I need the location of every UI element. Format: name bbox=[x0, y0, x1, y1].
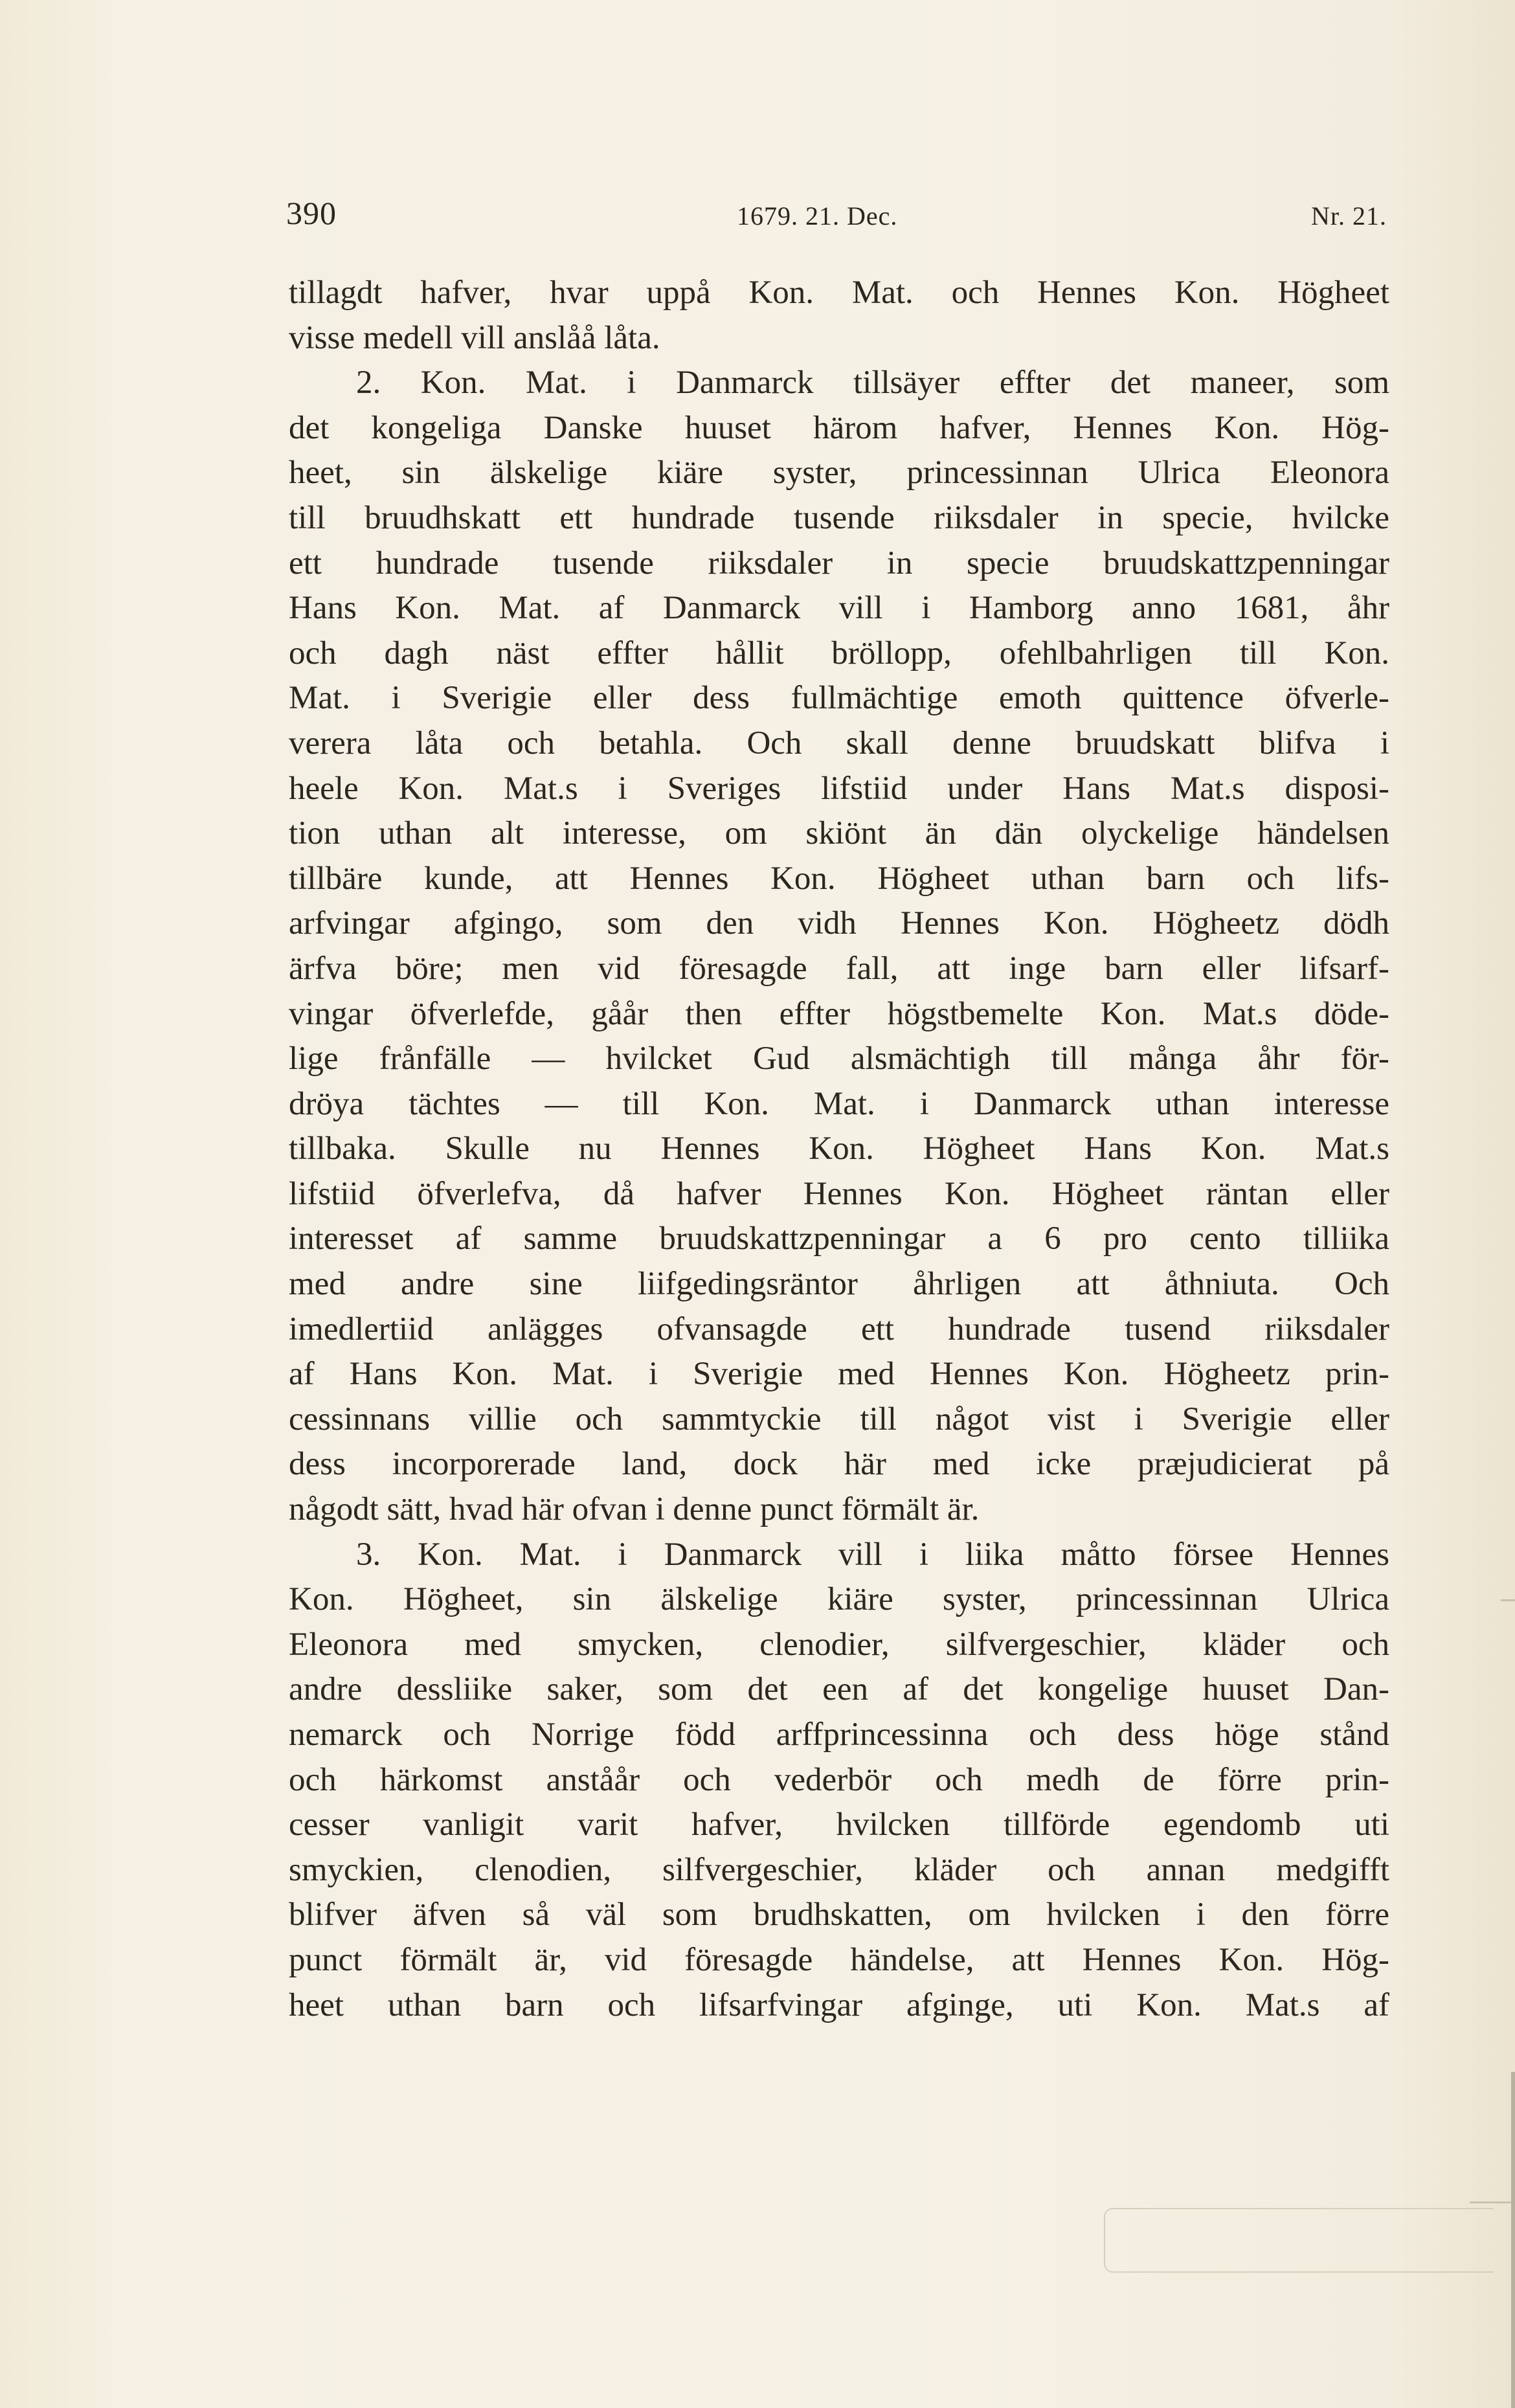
text-line: tillagdt hafver, hvar uppå Kon. Mat. och Hennes Kon. Högheet bbox=[289, 275, 1389, 311]
text-line: ärfva böre; men vid föresagde fall, att inge barn eller lifsarf- bbox=[289, 950, 1389, 987]
text-line: interesset af samme bruudskattzpenningar a 6 pro cento tilliika bbox=[289, 1221, 1389, 1257]
text-line: lifstiid öfverlefva, då hafver Hennes Kon. Högheet räntan eller bbox=[289, 1175, 1389, 1212]
text-line: dröya tächtes — till Kon. Mat. i Danmarck uthan interesse bbox=[289, 1085, 1389, 1122]
text-line: visse medell vill anslåå låta. bbox=[289, 319, 660, 356]
text-line: heet, sin älskelige kiäre syster, princessinnan Ulrica Eleonora bbox=[289, 455, 1389, 491]
margin-tick bbox=[1501, 1599, 1515, 1601]
text-line: vingar öfverlefde, gåår then effter högstbemelte Kon. Mat.s döde- bbox=[289, 995, 1389, 1032]
page-number: 390 bbox=[286, 195, 337, 231]
document-number: Nr. 21. bbox=[1311, 201, 1387, 231]
text-line: nemarck och Norrige född arffprincessinna och dess höge stånd bbox=[289, 1716, 1389, 1753]
binding-frame bbox=[1104, 2208, 1494, 2273]
text-line: till bruudhskatt ett hundrade tusende riiksdaler in specie, hvilcke bbox=[289, 499, 1389, 536]
text-line: 3. Kon. Mat. i Danmarck vill i liika måtto försee Hennes bbox=[356, 1536, 1389, 1573]
page-edge bbox=[1511, 2072, 1515, 2408]
text-line: ett hundrade tusende riiksdaler in specie bruudskattzpenningar bbox=[289, 545, 1389, 581]
text-line: tillbäre kunde, att Hennes Kon. Högheet uthan barn och lifs- bbox=[289, 860, 1389, 897]
text-line: punct förmält är, vid föresagde händelse, att Hennes Kon. Hög- bbox=[289, 1941, 1389, 1978]
text-line: dess incorporerade land, dock här med icke præjudicierat på bbox=[289, 1446, 1389, 1483]
text-line: tillbaka. Skulle nu Hennes Kon. Högheet Hans Kon. Mat.s bbox=[289, 1131, 1389, 1167]
text-line: Kon. Högheet, sin älskelige kiäre syster, princessinnan Ulrica bbox=[289, 1581, 1389, 1618]
text-line: någodt sätt, hvad här ofvan i denne punct förmält är. bbox=[289, 1491, 980, 1528]
text-line: af Hans Kon. Mat. i Sverigie med Hennes Kon. Högheetz prin- bbox=[289, 1356, 1389, 1393]
text-line: det kongeliga Danske huuset härom hafver, Hennes Kon. Hög- bbox=[289, 409, 1389, 446]
text-line: cesser vanligit varit hafver, hvilcken tillförde egendomb uti bbox=[289, 1806, 1389, 1843]
text-line: och dagh näst effter hållit bröllopp, ofehlbahrligen till Kon. bbox=[289, 635, 1389, 671]
text-line: andre dessliike saker, som det een af det kongelige huuset Dan- bbox=[289, 1671, 1389, 1708]
text-line: Hans Kon. Mat. af Danmarck vill i Hamborg anno 1681, åhr bbox=[289, 590, 1389, 627]
text-line: tion uthan alt interesse, om skiönt än dän olyckelige händelsen bbox=[289, 815, 1389, 852]
text-line: och härkomst anståår och vederbör och medh de förre prin- bbox=[289, 1761, 1389, 1798]
text-line: Mat. i Sverigie eller dess fullmächtige emoth quittence öfverle- bbox=[289, 680, 1389, 717]
text-line: 2. Kon. Mat. i Danmarck tillsäyer effter det maneer, som bbox=[356, 365, 1389, 401]
text-line: imedlertiid anlägges ofvansagde ett hundrade tusend riiksdaler bbox=[289, 1311, 1389, 1347]
header-date: 1679. 21. Dec. bbox=[737, 201, 898, 231]
text-line: cessinnans villie och sammtyckie till något vist i Sverigie eller bbox=[289, 1401, 1389, 1437]
margin-tick bbox=[1470, 2201, 1515, 2203]
text-line: Eleonora med smycken, clenodier, silfvergeschier, kläder och bbox=[289, 1626, 1389, 1663]
text-line: smyckien, clenodien, silfvergeschier, kläder och annan medgifft bbox=[289, 1851, 1389, 1888]
text-line: arfvingar afgingo, som den vidh Hennes Kon. Högheetz dödh bbox=[289, 905, 1389, 942]
running-header bbox=[286, 194, 1387, 246]
text-line: heele Kon. Mat.s i Sveriges lifstiid under Hans Mat.s disposi- bbox=[289, 770, 1389, 807]
text-line: blifver äfven så väl som brudhskatten, om hvilcken i den förre bbox=[289, 1896, 1389, 1933]
text-line: heet uthan barn och lifsarfvingar afginge, uti Kon. Mat.s af bbox=[289, 1986, 1389, 2023]
body-text bbox=[289, 271, 1389, 2028]
text-line: med andre sine liifgedingsräntor åhrligen att åthniuta. Och bbox=[289, 1266, 1389, 1303]
text-line: lige frånfälle — hvilcket Gud alsmächtigh till många åhr för- bbox=[289, 1041, 1389, 1077]
text-line: verera låta och betahla. Och skall denne bruudskatt blifva i bbox=[289, 725, 1389, 761]
